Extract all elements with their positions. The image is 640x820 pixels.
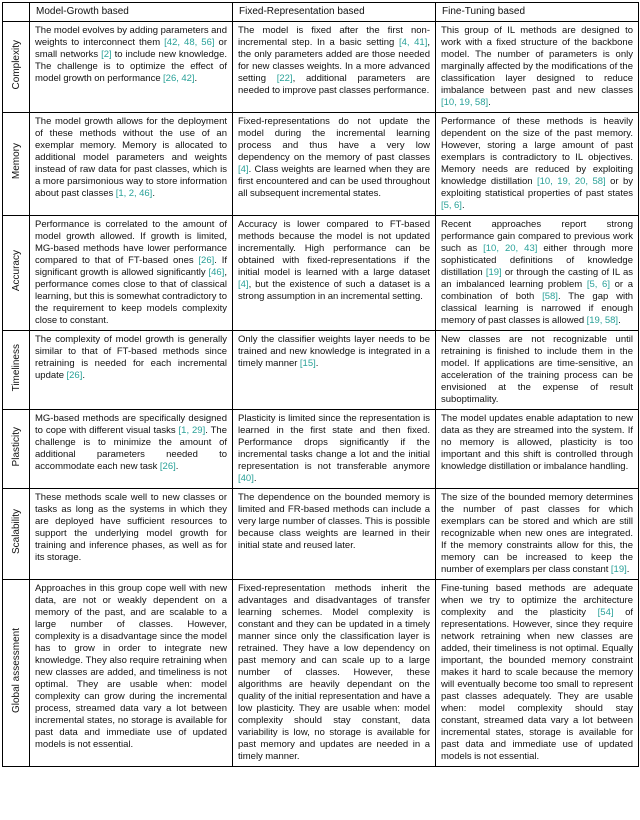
cell-plasticity-fixed-representation: Plasticity is limited since the representation is learned in the first state and then fixed. Performance drops significantly if the incremental tasks change a lot and the initial representation is not transferable anymore [40]. [233,410,436,489]
column-header-model-growth: Model-Growth based [30,3,233,22]
cell-global-assessment-model-growth: Approaches in this group cope well with new data, are not or weakly dependent on a memory of the past, and are scalable to a large number of classes. However, complexity is a disadvantage since the model has to grow in order to integrate new knowledge. They also require retraining when new classes are added, and timeliness is not optimal. They are usable when: model complexity can grow during the incremental process, streamed data vary a lot between incremental states, no storage is available for past data and immediate use of updated models is not essential. [30,580,233,767]
cell-memory-model-growth: The model growth allows for the deployment of these methods without the use of an exemplar memory. Memory is allocated to additional model parameters and weights instead of raw data for past classes, which is a more parsimonious way to store information about past classes [1, 2, 46]. [30,113,233,216]
citation-link[interactable]: [46] [208,267,225,278]
row-label-plasticity: Plasticity [10,426,22,467]
citation-link[interactable]: [4, 41] [398,37,428,48]
cell-global-assessment-fixed-representation: Fixed-representation methods inherit the advantages and disadvantages of transfer learning schemes. Model complexity is constant and they can be updated in a timely manner since only the classification layer is retrained. They have a low dependency on past memory and can scale up to a large number of classes. However, these algorithms are heavily dependant on the quality of the initial representation and have a low plasticity. They are usable when: model complexity should stay constant, data variability is low, no storage is available for past memory and updates are needed in a timely manner. [233,580,436,767]
table-row-complexity [3,22,639,113]
citation-link[interactable]: [2] [101,49,112,60]
citation-link[interactable]: [4] [238,279,249,290]
citation-link[interactable]: [19, 58] [586,315,619,326]
cell-timeliness-fixed-representation: Only the classifier weights layer needs to be trained and new knowledge is integrated in a timely manner [15]. [233,331,436,410]
cell-complexity-fixed-representation: The model is fixed after the first non-incremental step. In a basic setting [4, 41], the only parameters added are those needed for new classes weights. In a more advanced setting [22], additional parameters are needed to improve past classes performance. [233,22,436,113]
citation-link[interactable]: [54] [597,607,614,618]
table-row-scalability [3,489,639,580]
row-label-global-assessment: Global assessment [10,627,22,714]
citation-link[interactable]: [40] [238,473,254,484]
row-label-memory: Memory [10,143,22,180]
cell-complexity-model-growth: The model evolves by adding parameters and weights to interconnect them [42, 48, 56] or small networks [2] to include new knowledge. The challenge is to optimize the effect of model growth on performance [26, 42]. [30,22,233,113]
row-label-timeliness: Timeliness [10,343,22,392]
citation-link[interactable]: [15] [299,358,316,369]
cell-scalability-fixed-representation: The dependence on the bounded memory is limited and FR-based methods can include a very large number of classes. This is possible because class weights are learned in their initial state and reused later. [233,489,436,580]
row-label-complexity: Complexity [10,39,22,90]
cell-timeliness-fine-tuning: New classes are not recognizable until retraining is finished to include them in the model. If applications are time-sensitive, an acceleration of the training process can be envisioned at the expense of result suboptimality. [436,331,639,410]
row-label-cell [3,410,30,489]
cell-memory-fixed-representation: Fixed-representations do not update the model during the incremental learning process and thus have a very low dependency on the memory of past classes [4]. Class weights are learned when they are first encountered and can be used throughout all subsequent incremental states. [233,113,436,216]
citation-link[interactable]: [19] [485,267,502,278]
citation-link[interactable]: [1, 2, 46] [115,188,153,199]
table-row-accuracy [3,216,639,331]
cell-accuracy-fixed-representation: Accuracy is lower compared to FT-based methods because the model is not updated incrementally. High performance can be obtained with fixed-representations if the initial model is learned with a large dataset [4], but the existence of such a dataset is a strong assumption in an incremental setting. [233,216,436,331]
cell-plasticity-model-growth: MG-based methods are specifically designed to cope with different visual tasks [1, 29]. The challenge is to minimize the amount of additional parameters needed to accommodate each new task [26]. [30,410,233,489]
row-label-cell [3,331,30,410]
row-label-cell [3,22,30,113]
citation-link[interactable]: [26] [159,461,176,472]
citation-link[interactable]: [58] [542,291,558,302]
cell-accuracy-model-growth: Performance is correlated to the amount of model growth allowed. If growth is limited, MG-based methods have lower performance compared to that of FT-based ones [26]. If significant growth is allowed significantly [46], performance comes close to that of classical learning, but this is somewhat contradictory to the requirement to keep models complexity close to constant. [30,216,233,331]
citation-link[interactable]: [19] [610,564,627,575]
comparison-table [2,2,639,767]
cell-scalability-model-growth: These methods scale well to new classes or tasks as long as the systems in which they are deployed have sufficient resources to support the underlying model growth for training and inference phases, as well as for its storage. [30,489,233,580]
cell-plasticity-fine-tuning: The model updates enable adaptation to new data as they are streamed into the system. If no memory is allowed, plasticity is too important and this shift is controlled through knowledge distillation or imbalance handling. [436,410,639,489]
cell-global-assessment-fine-tuning: Fine-tuning based methods are adequate when we try to optimize the architecture complexity and the plasticity [54] of representations. However, since they require network retraining when new classes are added, their timeliness is not optimal. Equally important, the bounded memory constraint makes it hard to scale because the memory will eventually become too small to represent past classes adequately. They are usable when: model complexity should stay constant, streamed data vary a lot between incremental states, storage is available for past data and immediate use of updated models is not essential. [436,580,639,767]
row-label-cell [3,216,30,331]
column-header-fixed-representation: Fixed-Representation based [233,3,436,22]
citation-link[interactable]: [10, 20, 43] [483,243,538,254]
citation-link[interactable]: [42, 48, 56] [164,37,215,48]
column-header-fine-tuning: Fine-Tuning based [436,3,639,22]
citation-link[interactable]: [26] [198,255,215,266]
row-label-cell [3,580,30,767]
row-label-cell [3,113,30,216]
row-label-accuracy: Accuracy [10,249,22,292]
cell-accuracy-fine-tuning: Recent approaches report strong performance gain compared to previous work such as [10, 20, 43] either through more sophisticated definitions of knowledge distillation [19] or through the casting of IL as an imbalanced learning problem [5, 6] or a combination of both [58]. The gap with classical learning is narrowed if enough memory of past classes is allowed [19, 58]. [436,216,639,331]
citation-link[interactable]: [22] [276,73,293,84]
table-row-timeliness [3,331,639,410]
citation-link[interactable]: [26, 42] [163,73,195,84]
citation-link[interactable]: [4] [238,164,249,175]
table-row-memory [3,113,639,216]
table-row-plasticity [3,410,639,489]
header-row [3,3,639,22]
cell-scalability-fine-tuning: The size of the bounded memory determines the number of past classes for which exemplars can be stored and which are still recognizable when new ones are integrated. If the memory constraints allow for this, the memory can be increased to keep the number of exemplars per class constant [19]. [436,489,639,580]
citation-link[interactable]: [5, 6] [586,279,610,290]
citation-link[interactable]: [10, 19, 58] [441,97,489,108]
citation-link[interactable]: [1, 29] [178,425,206,436]
citation-link[interactable]: [10, 19, 20, 58] [536,176,606,187]
cell-complexity-fine-tuning: This group of IL methods are designed to work with a fixed structure of the backbone model. The number of parameters is only marginally affected by the modifications of the classification layer designed to reduce imbalance between past and new classes [10, 19, 58]. [436,22,639,113]
citation-link[interactable]: [26] [66,370,83,381]
table-row-global-assessment [3,580,639,767]
cell-timeliness-model-growth: The complexity of model growth is generally similar to that of FT-based methods since retraining is needed for each incremental update [26]. [30,331,233,410]
row-label-scalability: Scalability [10,508,22,555]
corner-cell [3,3,30,22]
cell-memory-fine-tuning: Performance of these methods is heavily dependent on the size of the past memory. However, storing a large amount of past exemplars is contradictory to IL objectives. Memory needs are reduced by exploiting knowledge distillation [10, 19, 20, 58] or by exploiting statistical properties of past states [5, 6]. [436,113,639,216]
row-label-cell [3,489,30,580]
citation-link[interactable]: [5, 6] [441,200,462,211]
